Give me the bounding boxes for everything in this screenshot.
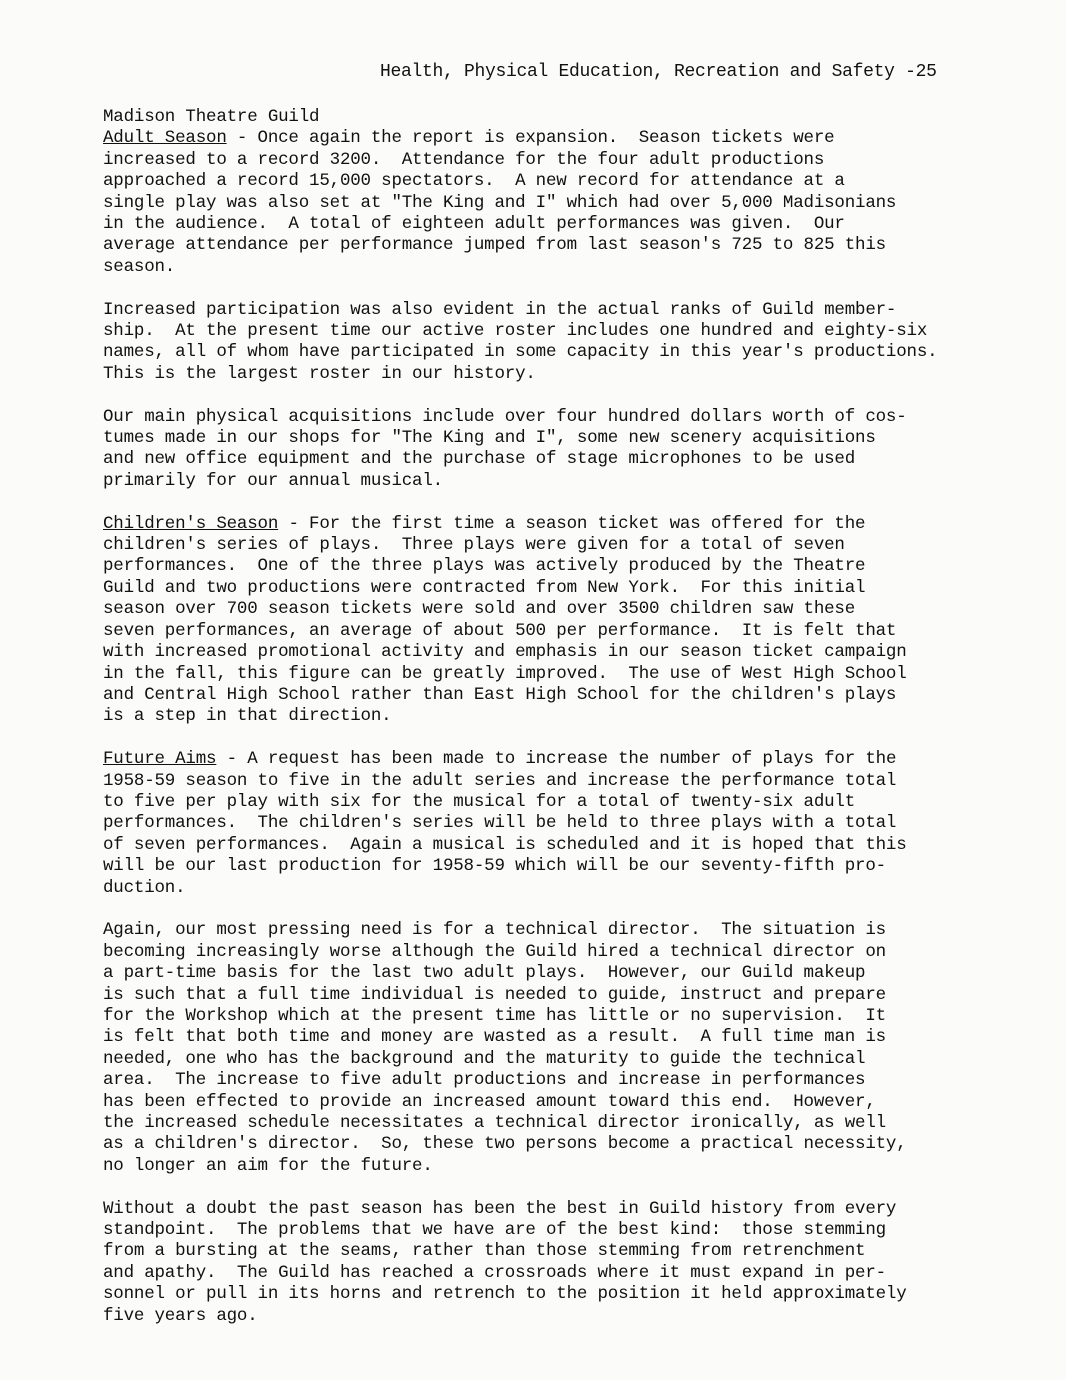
paragraph-participation	[103, 300, 983, 386]
paragraph-line: season over 700 season tickets were sold and over 3500 children saw these	[103, 599, 856, 620]
paragraph-line: This is the largest roster in our history.	[103, 363, 536, 384]
paragraph-line: performances. One of the three plays was actively produced by the Theatre	[103, 556, 866, 577]
paragraph-line: performances. The children's series will be held to three plays with a total	[103, 813, 897, 834]
paragraph-line: from a bursting at the seams, rather than those stemming from retrenchment	[103, 1241, 866, 1262]
paragraph-line: increased to a record 3200. Attendance for the four adult productions	[103, 149, 825, 170]
paragraph-line: and new office equipment and the purchase of stage microphones to be used	[103, 449, 856, 470]
paragraph-line: with increased promotional activity and emphasis in our season ticket campaign	[103, 642, 907, 663]
document-body	[103, 107, 983, 1348]
paragraph-line: Children's Season - For the first time a season ticket was offered for the	[103, 513, 866, 534]
paragraph-line: standpoint. The problems that we have are of the best kind: those stemming	[103, 1220, 886, 1241]
paragraph-line: Increased participation was also evident in the actual ranks of Guild member-	[103, 299, 897, 320]
paragraph-line: Our main physical acquisitions include over four hundred dollars worth of cos-	[103, 406, 907, 427]
paragraph-line: children's series of plays. Three plays were given for a total of seven	[103, 535, 845, 556]
paragraph-line: five years ago.	[103, 1305, 258, 1326]
paragraph-line: to five per play with six for the musical for a total of twenty-six adult	[103, 791, 856, 812]
paragraph-line: Future Aims - A request has been made to increase the number of plays for the	[103, 749, 897, 770]
paragraph-line: of seven performances. Again a musical is scheduled and it is hoped that this	[103, 834, 907, 855]
paragraph-line: 1958-59 season to five in the adult series and increase the performance total	[103, 770, 897, 791]
paragraph-line: is such that a full time individual is needed to guide, instruct and prepare	[103, 984, 886, 1005]
heading-childrens-season: Children's Season	[103, 513, 279, 534]
paragraph-line: for the Workshop which at the present time has little or no supervision. It	[103, 1005, 886, 1026]
paragraph-future-aims	[103, 749, 983, 899]
section-title: Madison Theatre Guild	[103, 107, 320, 127]
paragraph-line: primarily for our annual musical.	[103, 470, 443, 491]
paragraph-line: will be our last production for 1958-59 which will be our seventy-fifth pro-	[103, 856, 886, 877]
paragraph-line: needed, one who has the background and the maturity to guide the technical	[103, 1048, 866, 1069]
running-header: Health, Physical Education, Recreation and Safety -25	[380, 62, 937, 82]
paragraph-line: becoming increasingly worse although the Guild hired a technical director on	[103, 941, 886, 962]
paragraph-line: names, all of whom have participated in some capacity in this year's productions.	[103, 342, 938, 363]
paragraph-line: season.	[103, 256, 176, 277]
heading-adult-season: Adult Season	[103, 128, 227, 149]
paragraph-line: single play was also set at "The King and I" which had over 5,000 Madisonians	[103, 192, 897, 213]
paragraph-line: is a step in that direction.	[103, 706, 392, 727]
paragraph-line: in the audience. A total of eighteen adult performances was given. Our	[103, 214, 845, 235]
paragraph-childrens-season	[103, 514, 983, 728]
paragraph-line: seven performances, an average of about 500 per performance. It is felt that	[103, 620, 897, 641]
paragraph-line: no longer an aim for the future.	[103, 1155, 433, 1176]
paragraph-line: approached a record 15,000 spectators. A new record for attendance at a	[103, 171, 845, 192]
paragraph-line: tumes made in our shops for "The King and I", some new scenery acquisitions	[103, 428, 876, 449]
paragraph-line: Guild and two productions were contracted from New York. For this initial	[103, 577, 866, 598]
paragraph-line: and apathy. The Guild has reached a crossroads where it must expand in per-	[103, 1262, 886, 1283]
heading-future-aims: Future Aims	[103, 749, 217, 770]
paragraph-line: ship. At the present time our active roster includes one hundred and eighty-six	[103, 321, 928, 342]
paragraph-line: Without a doubt the past season has been the best in Guild history from every	[103, 1198, 897, 1219]
paragraph-line: sonnel or pull in its horns and retrench to the position it held approximately	[103, 1284, 907, 1305]
paragraph-line: area. The increase to five adult productions and increase in performances	[103, 1070, 866, 1091]
paragraph-technical-director	[103, 920, 983, 1177]
paragraph-line: the increased schedule necessitates a technical director ironically, as well	[103, 1113, 886, 1134]
paragraph-line: is felt that both time and money are wasted as a result. A full time man is	[103, 1027, 886, 1048]
paragraph-line: has been effected to provide an increased amount toward this end. However,	[103, 1091, 876, 1112]
paragraph-acquisitions	[103, 407, 983, 493]
paragraph-line: Again, our most pressing need is for a technical director. The situation is	[103, 920, 886, 941]
paragraph-line: average attendance per performance jumped from last season's 725 to 825 this	[103, 235, 886, 256]
paragraph-line: Adult Season - Once again the report is expansion. Season tickets were	[103, 128, 835, 149]
paragraph-line: a part-time basis for the last two adult plays. However, our Guild makeup	[103, 963, 866, 984]
paragraph-line: in the fall, this figure can be greatly improved. The use of West High School	[103, 663, 907, 684]
paragraph-conclusion	[103, 1199, 983, 1327]
paragraph-adult-season	[103, 128, 983, 278]
paragraph-line: and Central High School rather than East High School for the children's plays	[103, 684, 897, 705]
paragraph-line: as a children's director. So, these two persons become a practical necessity,	[103, 1134, 907, 1155]
paragraph-line: duction.	[103, 877, 186, 898]
